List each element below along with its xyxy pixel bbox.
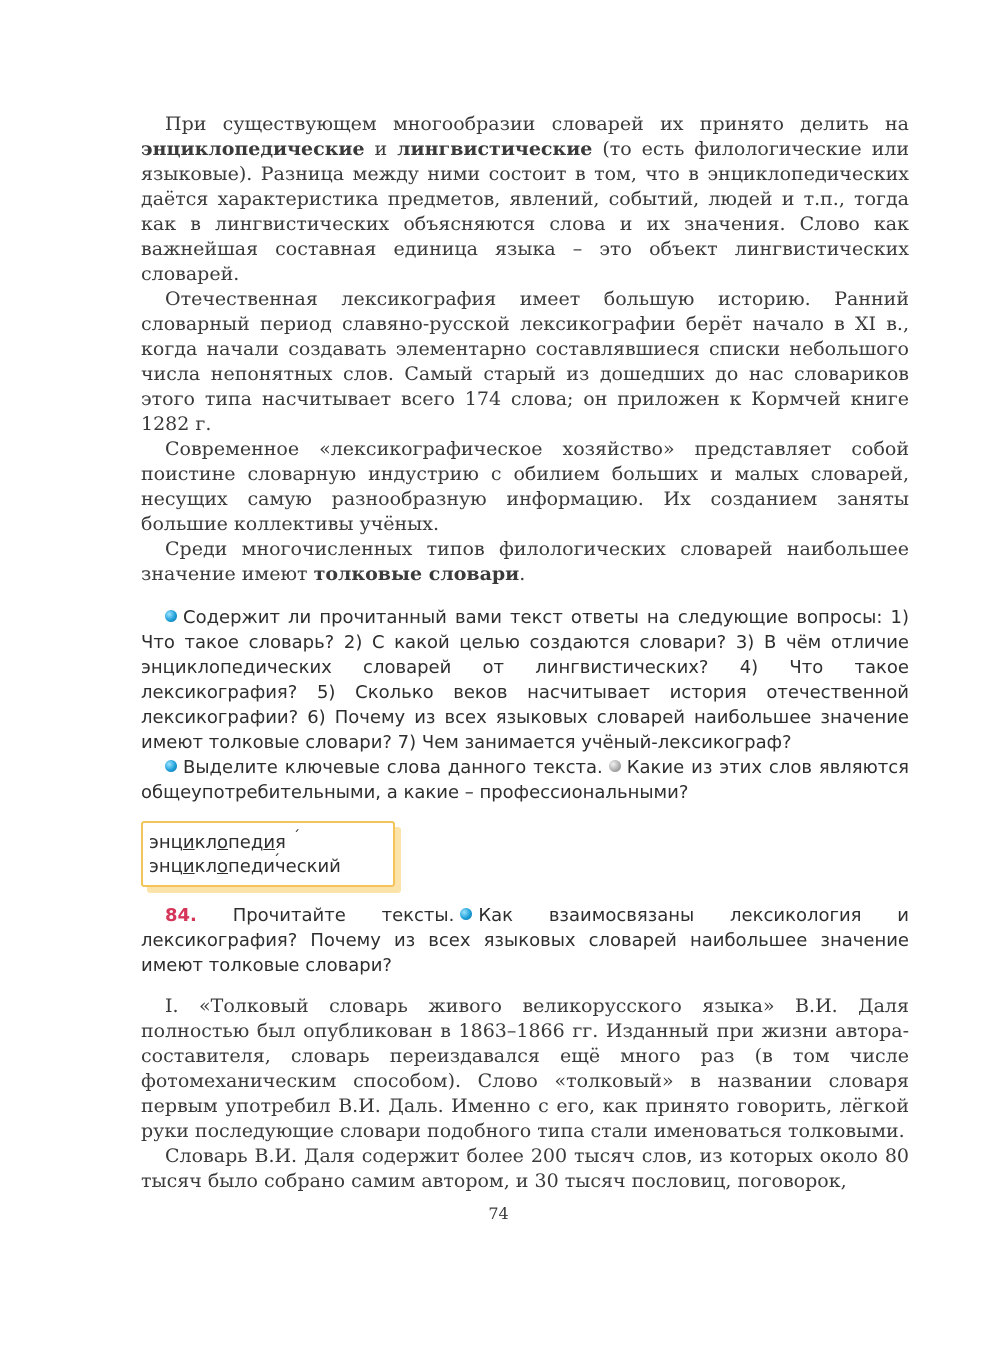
page-number: 74 — [488, 1204, 509, 1223]
paragraph-5: I. «Толковый словарь живого великорусского языка» В.И. Даля полностью был опубликован в 1863–1866 гг. Изданный при жизни автора-составителя, словарь переиздавался ещё много раз (в том числе фотомеханическим способом). Слово «толковый» в названии словаря первым употребил В.И. Даль. Именно с его, как принято говорить, лёгкой руки последующие словари подобного типа стали именоваться толковыми. — [141, 995, 909, 1142]
paragraph-6: Словарь В.И. Даля содержит более 200 тысяч слов, из которых около 80 тысяч было собрано самим автором, и 30 тысяч пословиц, поговорок, — [141, 1145, 909, 1192]
questions-block — [141, 605, 909, 805]
grey-bullet-icon — [609, 760, 621, 772]
blue-bullet-icon — [460, 908, 472, 920]
vocabulary-box — [141, 821, 395, 887]
blue-bullet-icon — [165, 760, 177, 772]
exercise-84 — [141, 903, 909, 978]
term-explanatory: толковые словари — [313, 563, 520, 585]
paragraph-3: Современное «лексикографическое хозяйство» представляет собой поистине словарную индустрию с обилием больших и малых словарей, несущих самую разнообразную информацию. Их созданием заняты большие коллективы учёных. — [141, 438, 909, 535]
textbook-page — [141, 112, 909, 1194]
blue-bullet-icon — [165, 610, 177, 622]
vocab-word-encyclopedia: энциклопедия — [149, 832, 286, 853]
term-linguistic: лингвистические — [397, 138, 593, 160]
paragraph-4: Среди многочисленных типов филологических словарей наибольшее значение имеют толковые словари. — [141, 538, 909, 585]
text-one — [141, 994, 909, 1194]
exercise-number: 84. — [165, 905, 197, 926]
question-2: Выделите ключевые слова данного текста. Какие из этих слов являются общеупотребительными, а какие – профессиональными? — [141, 757, 909, 803]
intro-text — [141, 112, 909, 587]
exercise-task: 84. Прочитайте тексты. Как взаимосвязаны лексикология и лексикография? Почему из всех языковых словарей наибольшее значение имеют толковые словари? — [141, 905, 909, 976]
paragraph-2: Отечественная лексикография имеет большую историю. Ранний словарный период славяно-русской лексикографии берёт начало в XI в., когда начали создавать элементарно составлявшиеся списки небольшого числа непонятных слов. Самый старый из дошедших до нас словариков этого типа насчитывает всего 174 слова; он приложен к Кормчей книге 1282 г. — [141, 288, 909, 435]
vocab-word-encyclopedic: энциклопедический — [149, 856, 341, 877]
question-1: Содержит ли прочитанный вами текст ответы на следующие вопросы: 1) Что такое словарь? 2) С какой целью создаются словари? 3) В чём отличие энциклопедических словарей от лингвистических? 4) Что такое лексикография? 5) Сколько веков насчитывает история отечественной лексикографии? 6) Почему из всех языковых словарей наибольшее значение имеют толковые словари? 7) Чем занимается учёный-лексикограф? — [141, 607, 909, 753]
term-encyclopedic: энциклопедические — [141, 138, 365, 160]
paragraph-1: При существующем многообразии словарей их принято делить на энциклопедические и лингвистические (то есть филологические или языковые). Разница между ними состоит в том, что в энциклопедических даётся характеристика предметов, явлений, событий, людей и т.п., тогда как в лингвистических объясняются слова и их значения. Слово как важнейшая составная единица языка – это объект лингвистических словарей. — [141, 113, 910, 285]
